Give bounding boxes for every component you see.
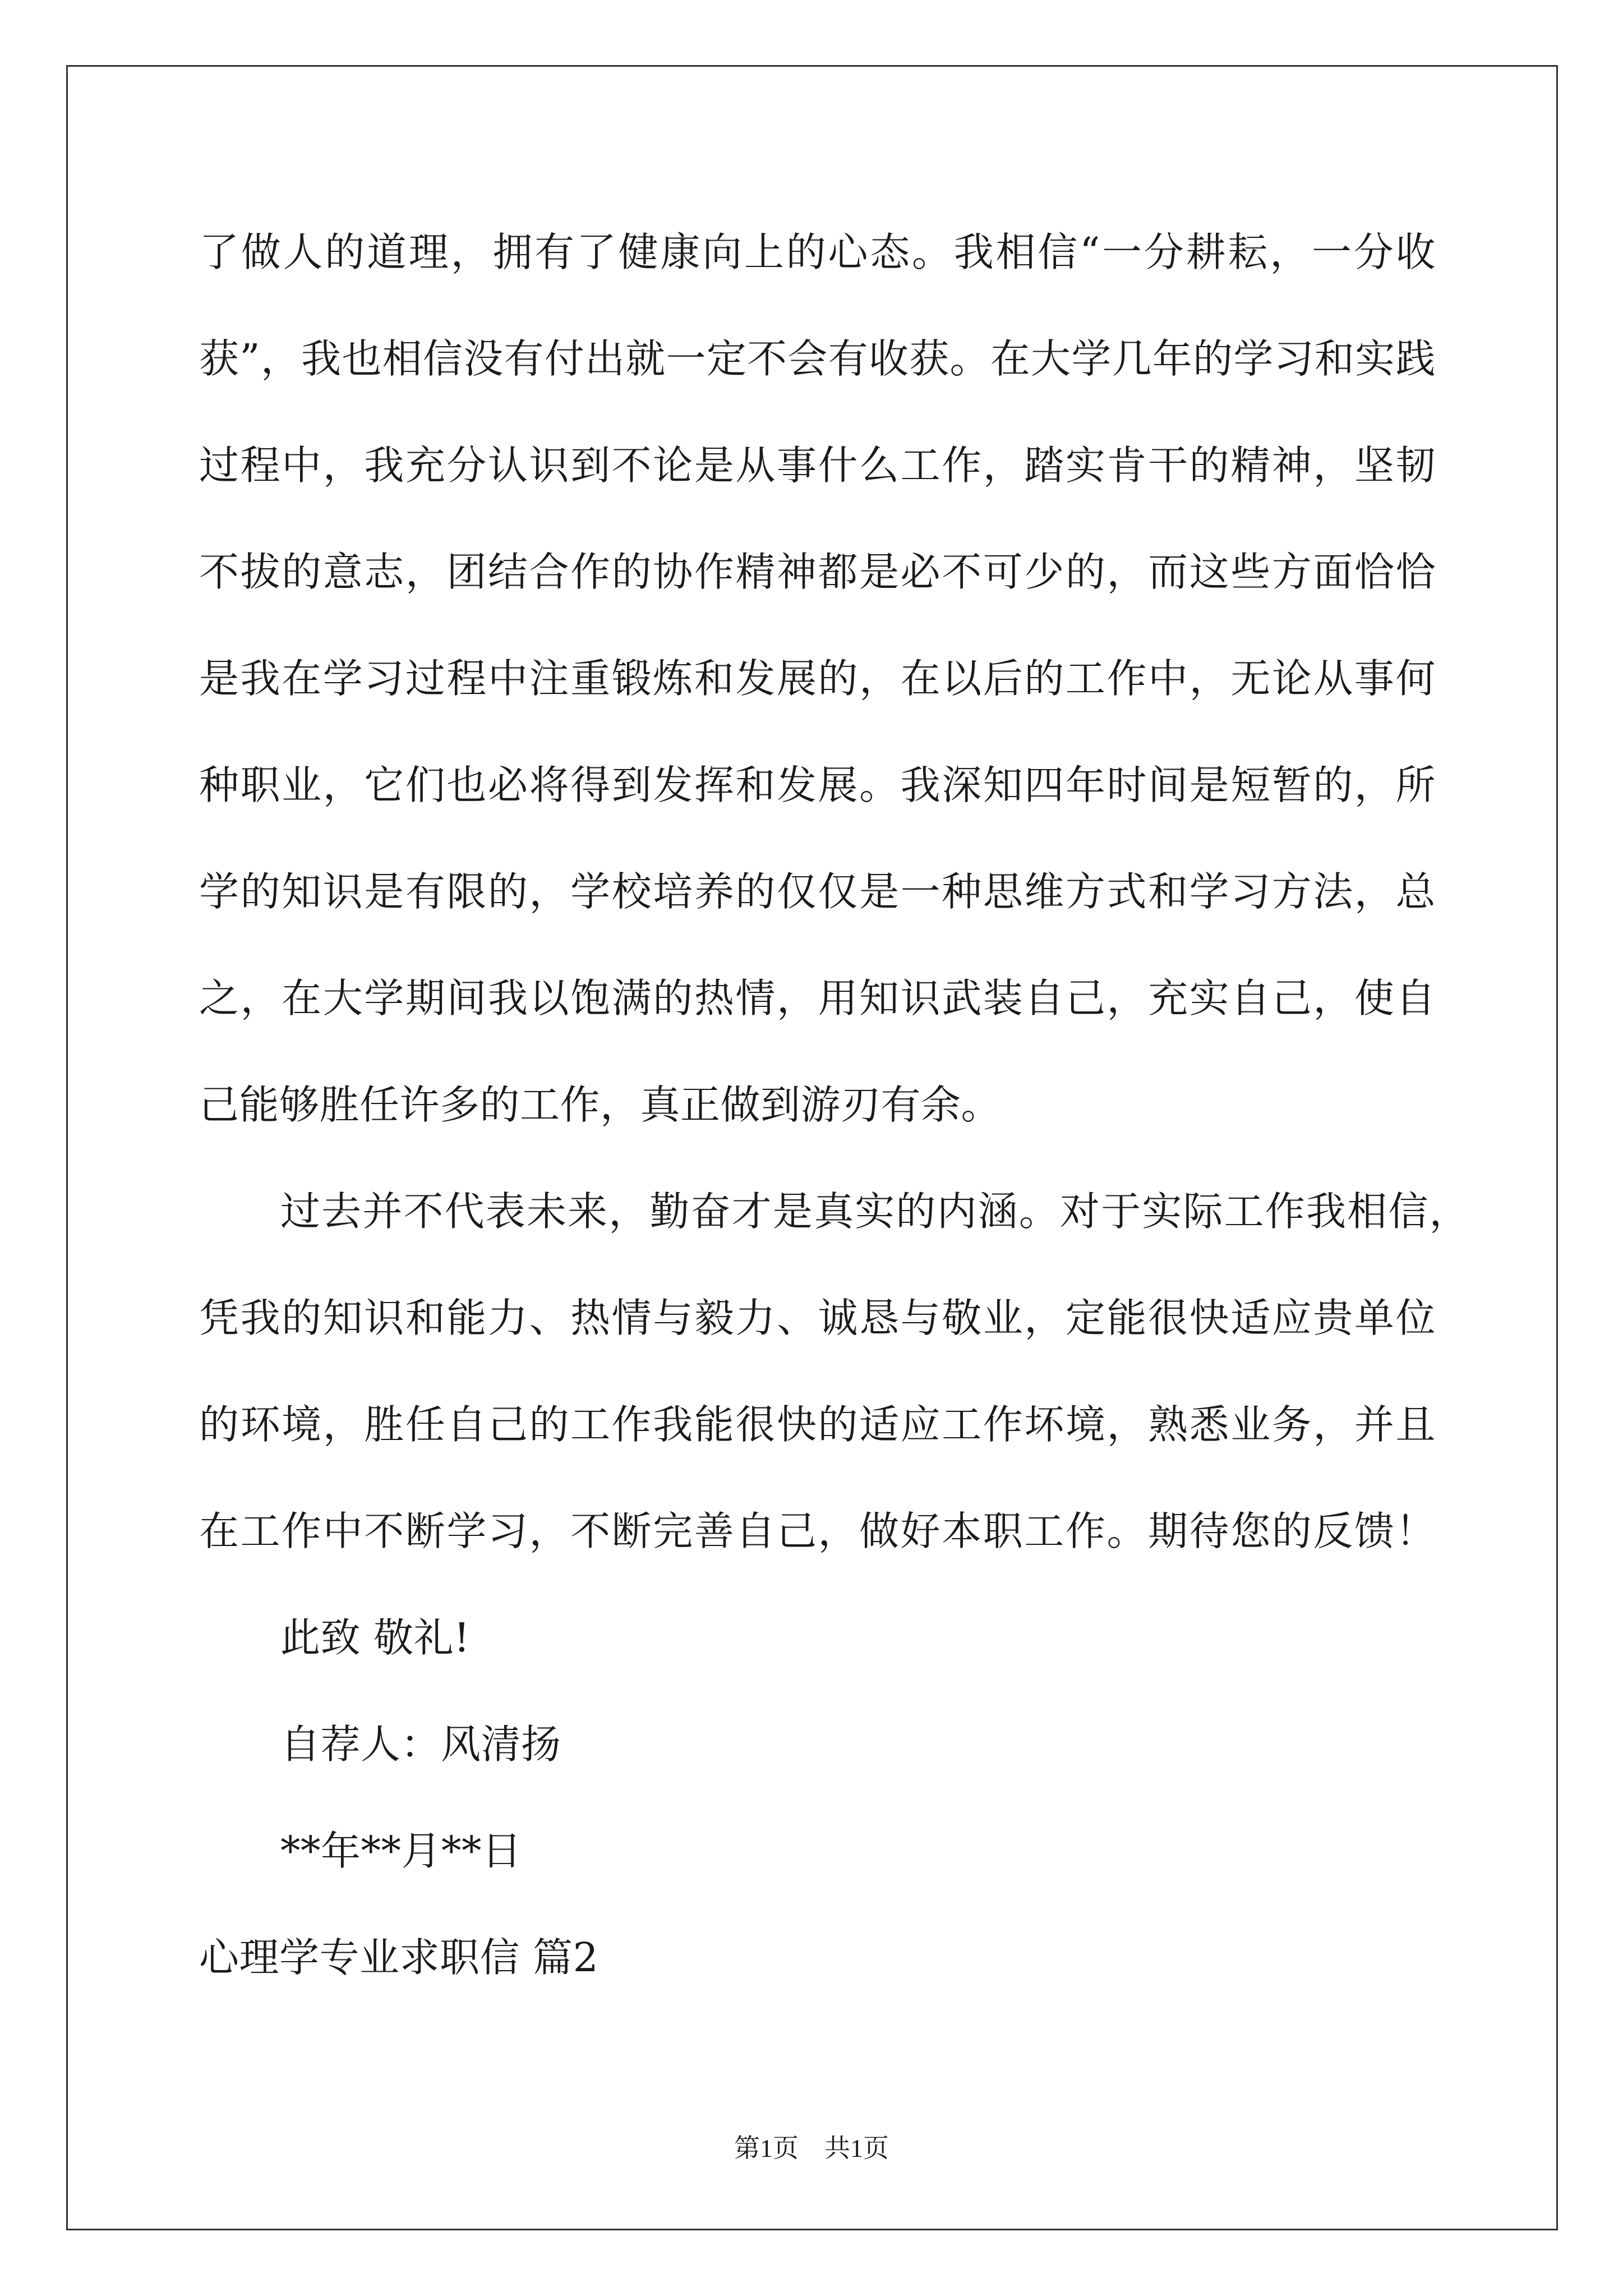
next-section-heading: 心理学专业求职信 篇2 xyxy=(199,1934,599,1981)
paragraph-2-line-3: 的环境，胜任自己的工作我能很快的适应工作坏境，熟悉业务，并且 xyxy=(199,1401,1436,1448)
paragraph-2-line-2: 凭我的知识和能力、热情与毅力、诚恳与敬业，定能很快适应贵单位 xyxy=(199,1295,1436,1341)
paragraph-2-line-4: 在工作中不断学习，不断完善自己，做好本职工作。期待您的反馈！ xyxy=(199,1508,1436,1554)
date: **年**月**日 xyxy=(280,1828,522,1874)
paragraph-1-line-1: 了做人的道理，拥有了健康向上的心态。我相信“一分耕耘，一分收 xyxy=(199,229,1436,275)
paragraph-1-line-8: 之，在大学期间我以饱满的热情，用知识武装自己，充实自己，使自 xyxy=(199,975,1436,1022)
paragraph-2-line-1: 过去并不代表未来，勤奋才是真实的内涵。对于实际工作我相信， xyxy=(280,1188,1469,1235)
paragraph-1-line-3: 过程中，我充分认识到不论是从事什么工作，踏实肯干的精神，坚韧 xyxy=(199,442,1436,489)
signature: 自荐人：风清扬 xyxy=(280,1721,561,1768)
paragraph-1-line-2: 获”，我也相信没有付出就一定不会有收获。在大学几年的学习和实践 xyxy=(199,335,1436,382)
paragraph-1-line-9: 己能够胜任许多的工作，真正做到游刃有余。 xyxy=(199,1082,1002,1128)
paragraph-1-line-5: 是我在学习过程中注重锻炼和发展的，在以后的工作中，无论从事何 xyxy=(199,655,1436,702)
closing-salutation: 此致 敬礼! xyxy=(280,1614,471,1661)
paragraph-1-line-6: 种职业，它们也必将得到发挥和发展。我深知四年时间是短暂的，所 xyxy=(199,762,1436,808)
paragraph-1-line-4: 不拔的意志，团结合作的协作精神都是必不可少的，而这些方面恰恰 xyxy=(199,549,1436,595)
paragraph-1-line-7: 学的知识是有限的，学校培养的仅仅是一种思维方式和学习方法，总 xyxy=(199,868,1436,915)
page-footer: 第1页 共1页 xyxy=(734,2134,889,2162)
